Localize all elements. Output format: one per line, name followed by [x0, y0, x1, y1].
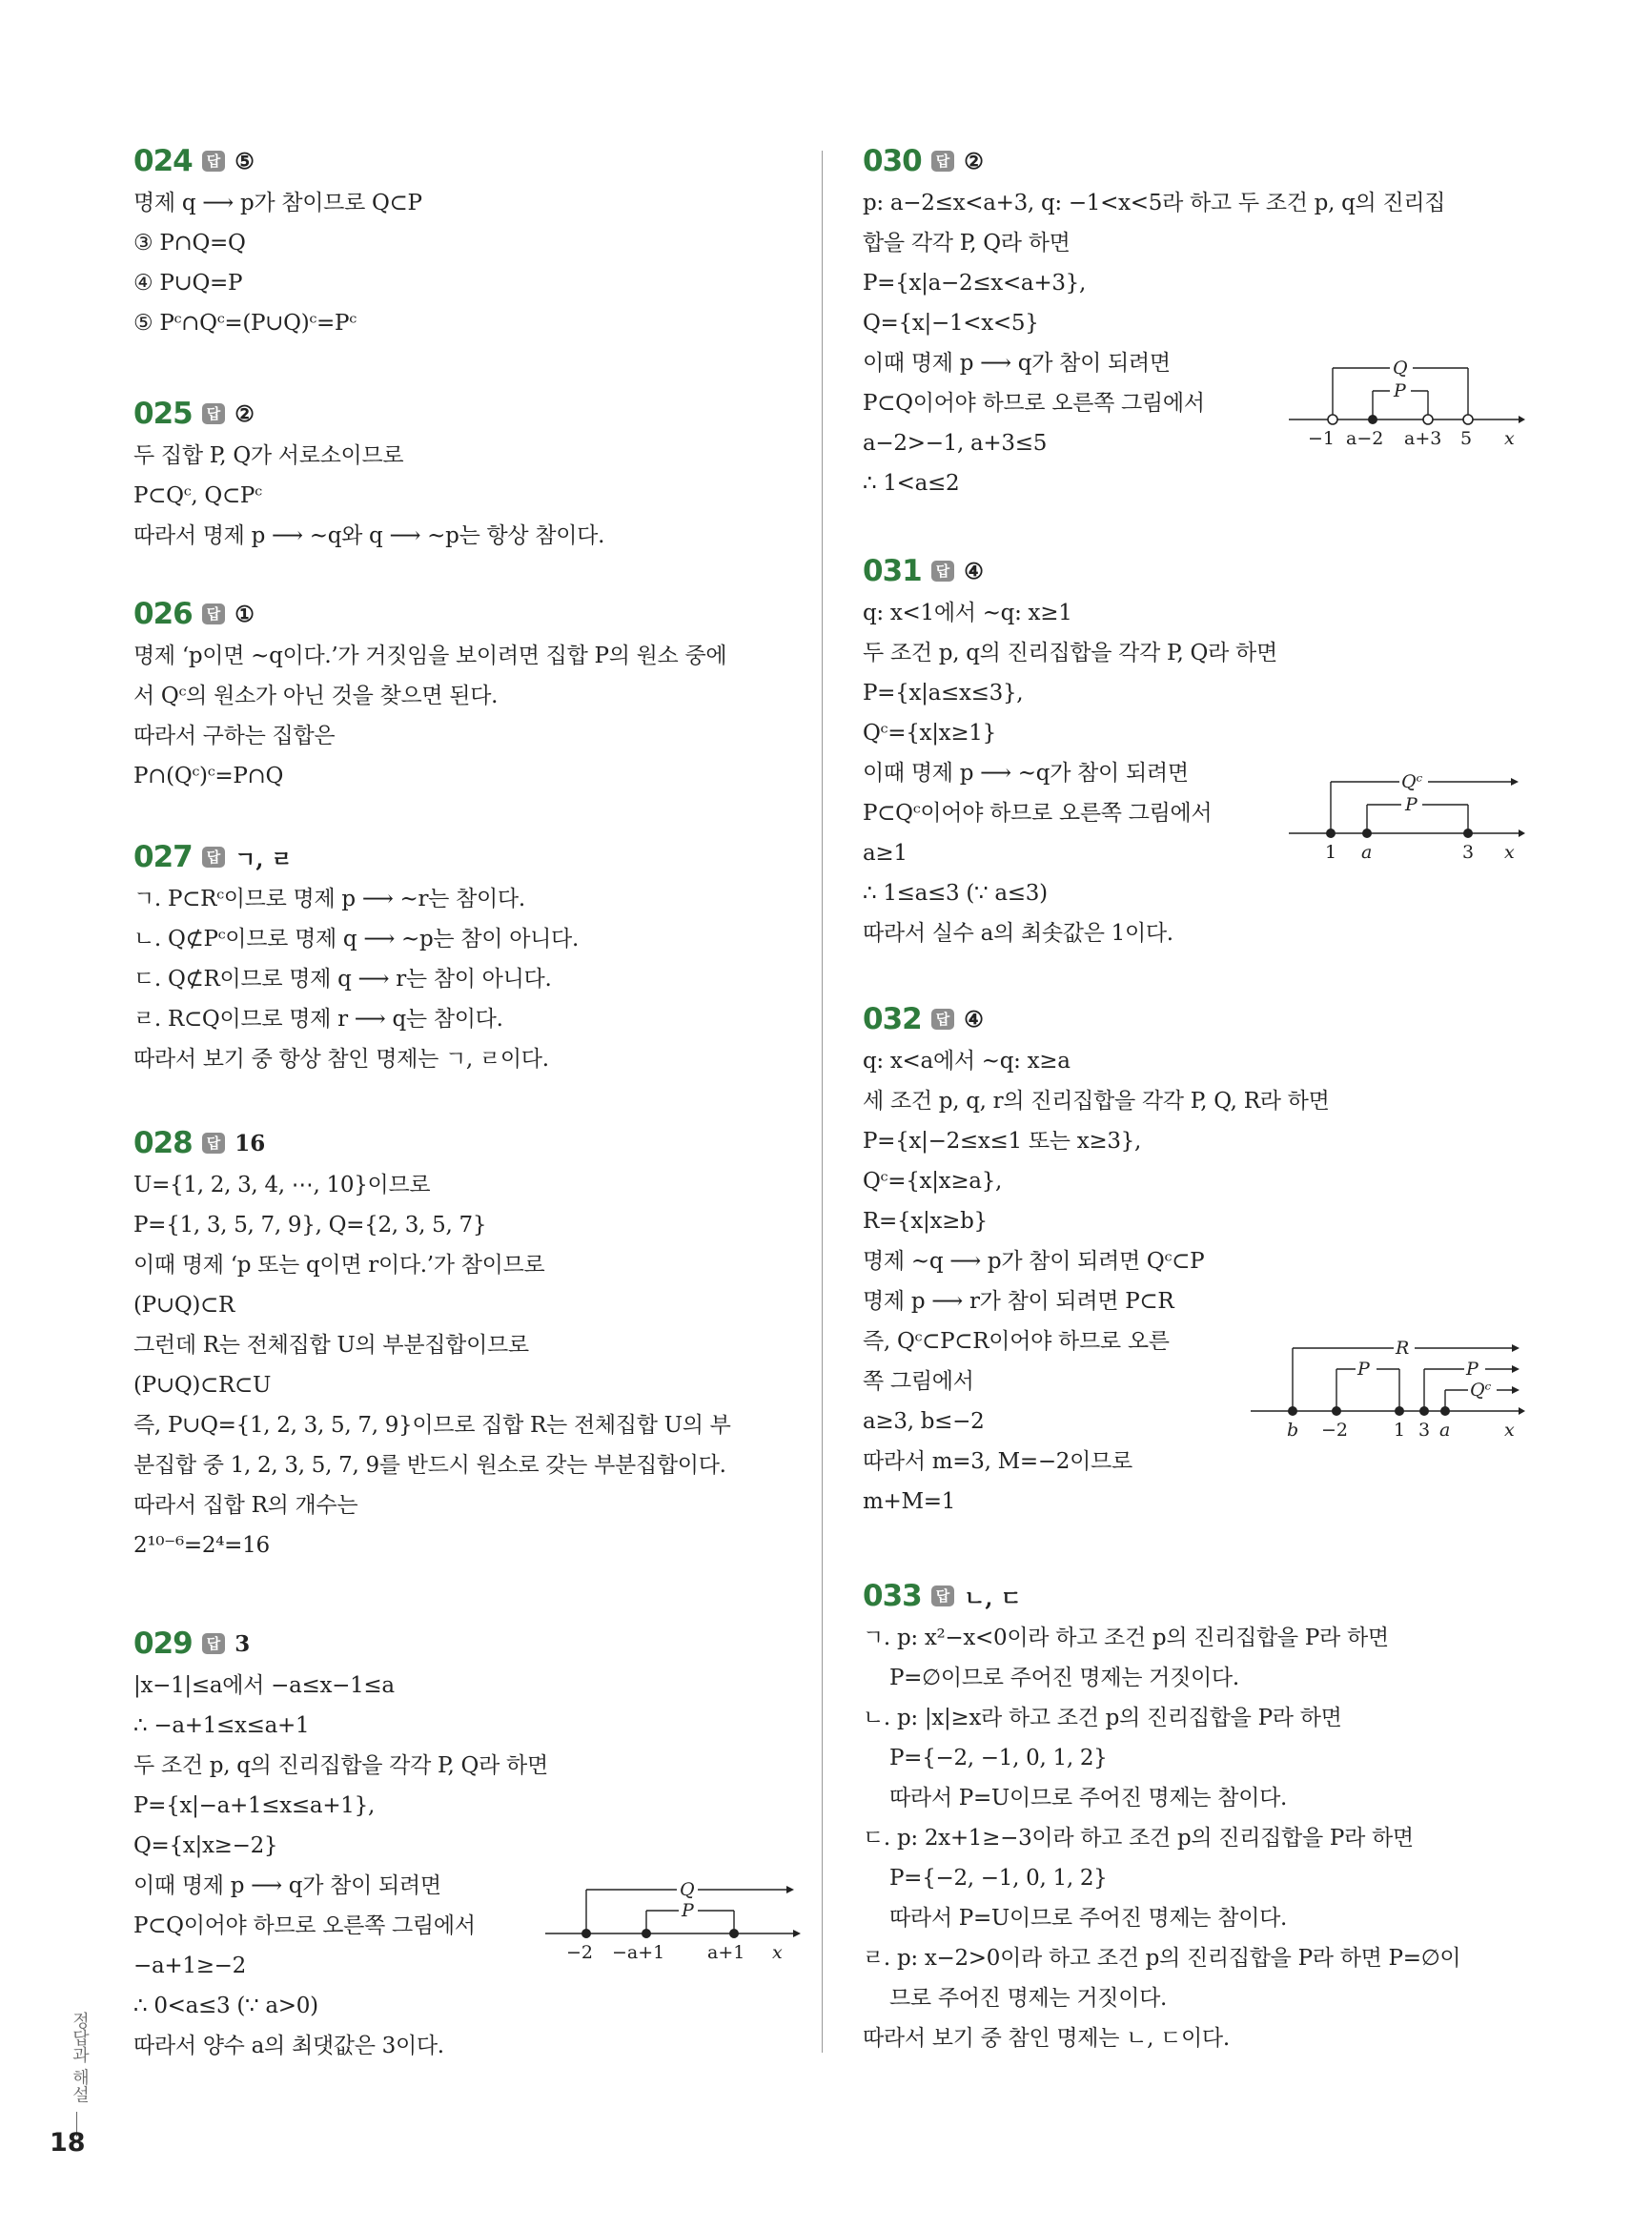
answer-badge: 답 [202, 604, 226, 624]
answer-badge: 답 [202, 1633, 226, 1654]
problem-header [863, 1576, 1520, 1616]
fig031-tick-x: x [1504, 842, 1515, 863]
answer-value: ④ [964, 558, 984, 584]
fig032-tick-x: x [1504, 1420, 1515, 1441]
solution-line: ④ P∪Q=P [133, 271, 243, 296]
fig030-tick-2: a−2 [1346, 428, 1384, 448]
solution-line: ⑤ Pᶜ∩Qᶜ=(P∪Q)ᶜ=Pᶜ [133, 311, 357, 336]
answer-value: ① [235, 601, 255, 627]
solution-line: Q={x|−1<x<5} [863, 311, 1039, 336]
solution-line: Q={x|x≥−2} [133, 1833, 278, 1858]
solution-line: P={x|−2≤x≤1 또는 x≥3}, [863, 1129, 1142, 1154]
solution-line: 이때 명제 ‘p 또는 q이면 r이다.’가 참이므로 [133, 1253, 545, 1278]
sidebar-section-label: 정답과 해설 [70, 2012, 90, 2103]
fig032-tick-5: a [1439, 1420, 1451, 1441]
problem-029 [133, 1624, 791, 2066]
column-divider [822, 151, 823, 2053]
fig031-set-qc: Qᶜ [1401, 771, 1423, 792]
solution-line: 2¹⁰⁻⁶=2⁴=16 [133, 1533, 270, 1558]
solution-line: ∴ −a+1≤x≤a+1 [133, 1713, 310, 1738]
solution-line: P={x|−a+1≤x≤a+1}, [133, 1793, 375, 1818]
fig030-set-p: P [1394, 380, 1406, 401]
solution-line: P⊂Qᶜ, Q⊂Pᶜ [133, 483, 262, 508]
solution-line: 명제 p ⟶ r가 참이 되려면 P⊂R [863, 1289, 1174, 1314]
solution-line: ③ P∩Q=Q [133, 231, 246, 256]
answer-badge: 답 [931, 151, 955, 172]
answer-value: ㄱ, ㄹ [235, 846, 293, 872]
solution-line: ㄱ. p: x²−x<0이라 하고 조건 p의 진리집합을 P라 하면 [863, 1626, 1389, 1650]
solution-line: P={x|a≤x≤3}, [863, 681, 1024, 706]
problem-number: 026 [133, 597, 193, 631]
answer-badge: 답 [931, 1009, 955, 1030]
solution-line: 따라서 양수 a의 최댓값은 3이다. [133, 2034, 444, 2058]
solution-line: (P∪Q)⊂R⊂U [133, 1373, 272, 1398]
solution-line: Qᶜ={x|x≥1} [863, 721, 996, 746]
solution-line: P={1, 3, 5, 7, 9}, Q={2, 3, 5, 7} [133, 1213, 487, 1238]
solution-line: ㄷ. p: 2x+1≥−3이라 하고 조건 p의 진리집합을 P라 하면 [863, 1826, 1414, 1851]
solution-line: R={x|x≥b} [863, 1209, 988, 1234]
solution-line: 따라서 구하는 집합은 [133, 724, 336, 748]
fig032-tick-1: b [1287, 1420, 1299, 1441]
problem-028 [133, 1123, 791, 1565]
solution-line: P⊂Q이어야 하므로 오른쪽 그림에서 [863, 391, 1205, 416]
answer-badge: 답 [202, 1133, 226, 1154]
fig030-tick-x: x [1504, 428, 1515, 448]
solution-line: m+M=1 [863, 1489, 956, 1514]
problem-024 [133, 141, 791, 343]
solution-line: a≥1 [863, 841, 908, 866]
problem-header [863, 999, 1520, 1039]
solution-line: P∩(Qᶜ)ᶜ=P∩Q [133, 764, 284, 788]
solution-line: 므로 주어진 명제는 거짓이다. [889, 1986, 1168, 2011]
solution-line: q: x<a에서 ~q: x≥a [863, 1049, 1071, 1074]
answer-value: 3 [235, 1630, 251, 1657]
problem-header [133, 1123, 791, 1163]
answer-value: 16 [235, 1130, 266, 1156]
solution-line: U={1, 2, 3, 4, ⋯, 10}이므로 [133, 1173, 431, 1197]
answer-badge: 답 [202, 151, 226, 172]
answer-value: ④ [964, 1006, 984, 1033]
problem-026 [133, 594, 791, 796]
solution-line: a−2>−1, a+3≤5 [863, 431, 1048, 456]
solution-line: 두 집합 P, Q가 서로소이므로 [133, 443, 404, 468]
solution-line: ㄹ. R⊂Q이므로 명제 r ⟶ q는 참이다. [133, 1007, 503, 1032]
fig029-set-p: P [682, 1900, 694, 1921]
problem-number: 028 [133, 1126, 193, 1160]
solution-line: p: a−2≤x<a+3, q: −1<x<5라 하고 두 조건 p, q의 진리집 [863, 191, 1446, 215]
number-line-figure-030 [1287, 353, 1525, 448]
fig029-tick-2: −a+1 [612, 1942, 665, 1963]
fig031-tick-2: a [1361, 842, 1373, 863]
solution-line: 따라서 명제 p ⟶ ~q와 q ⟶ ~p는 항상 참이다. [133, 523, 605, 548]
number-line-figure-031 [1287, 768, 1525, 864]
solution-line: |x−1|≤a에서 −a≤x−1≤a [133, 1673, 395, 1698]
solution-line: a≥3, b≤−2 [863, 1409, 985, 1434]
fig032-tick-4: 3 [1418, 1420, 1431, 1441]
solution-line: 그런데 R는 전체집합 U의 부분집합이므로 [133, 1333, 529, 1358]
problem-header [133, 394, 791, 434]
fig032-set-r: R [1396, 1338, 1410, 1359]
fig032-set-p1: P [1357, 1359, 1370, 1380]
solution-line: ㄱ. P⊂Rᶜ이므로 명제 p ⟶ ~r는 참이다. [133, 887, 525, 911]
solution-line: P⊂Q이어야 하므로 오른쪽 그림에서 [133, 1913, 476, 1938]
problem-number: 027 [133, 840, 193, 874]
number-line-figure-029 [543, 1876, 801, 1972]
solution-line: 합을 각각 P, Q라 하면 [863, 231, 1071, 256]
solution-line: ∴ 0<a≤3 (∵ a>0) [133, 1994, 318, 2018]
solution-line: 분집합 중 1, 2, 3, 5, 7, 9를 반드시 원소로 갖는 부분집합이다. [133, 1453, 726, 1478]
solution-line: 세 조건 p, q, r의 진리집합을 각각 P, Q, R라 하면 [863, 1089, 1330, 1114]
fig030-set-q: Q [1393, 358, 1408, 378]
solution-line: 이때 명제 p ⟶ q가 참이 되려면 [133, 1873, 441, 1898]
answer-value: ② [964, 148, 984, 174]
solution-line: 따라서 m=3, M=−2이므로 [863, 1449, 1132, 1474]
solution-line: ㄴ. p: |x|≥x라 하고 조건 p의 진리집합을 P라 하면 [863, 1706, 1342, 1730]
answer-badge: 답 [931, 561, 955, 582]
solution-line: 따라서 집합 R의 개수는 [133, 1493, 358, 1518]
solution-line: P={−2, −1, 0, 1, 2} [889, 1866, 1108, 1891]
solution-line: P={−2, −1, 0, 1, 2} [889, 1746, 1108, 1770]
fig031-tick-3: 3 [1462, 842, 1475, 863]
solution-line: 따라서 P=U이므로 주어진 명제는 참이다. [889, 1906, 1288, 1931]
fig029-set-q: Q [680, 1879, 695, 1900]
answer-badge: 답 [202, 403, 226, 424]
problem-number: 032 [863, 1002, 922, 1036]
solution-line: (P∪Q)⊂R [133, 1293, 235, 1318]
problem-header [133, 594, 791, 634]
solution-line: 즉, Qᶜ⊂P⊂R이어야 하므로 오른 [863, 1329, 1170, 1354]
solution-line: ㄴ. Q⊄Pᶜ이므로 명제 q ⟶ ~p는 참이 아니다. [133, 927, 579, 951]
solution-line: 명제 ~q ⟶ p가 참이 되려면 Qᶜ⊂P [863, 1249, 1205, 1274]
answer-badge: 답 [202, 847, 226, 868]
problem-header [863, 141, 1520, 181]
problem-header [133, 1624, 791, 1664]
fig032-set-qc: Qᶜ [1470, 1380, 1492, 1401]
problem-number: 033 [863, 1579, 922, 1613]
solution-line: 이때 명제 p ⟶ ~q가 참이 되려면 [863, 761, 1189, 786]
problem-header [863, 551, 1520, 591]
problem-header [133, 837, 791, 877]
solution-line: q: x<1에서 ~q: x≥1 [863, 601, 1072, 625]
problem-number: 024 [133, 144, 193, 178]
solution-line: P=∅이므로 주어진 명제는 거짓이다. [889, 1666, 1239, 1690]
problem-031 [863, 551, 1520, 953]
problem-025 [133, 394, 791, 556]
fig030-tick-1: −1 [1308, 428, 1336, 448]
fig029-tick-3: a+1 [707, 1942, 745, 1963]
number-line-figure-032 [1249, 1335, 1525, 1442]
fig032-set-p2: P [1466, 1359, 1479, 1380]
problem-number: 029 [133, 1626, 193, 1661]
solution-line: ∴ 1<a≤2 [863, 471, 960, 496]
fig030-tick-3: a+3 [1404, 428, 1442, 448]
fig032-tick-2: −2 [1321, 1420, 1349, 1441]
answer-value: ② [235, 400, 255, 427]
problem-032 [863, 999, 1520, 1522]
solution-line: 쪽 그림에서 [863, 1369, 974, 1394]
solution-line: −a+1≥−2 [133, 1954, 246, 1978]
solution-line: P⊂Qᶜ이어야 하므로 오른쪽 그림에서 [863, 801, 1213, 826]
problem-header [133, 141, 791, 181]
problem-number: 031 [863, 554, 922, 588]
solution-line: ∴ 1≤a≤3 (∵ a≤3) [863, 881, 1048, 906]
fig031-set-p: P [1405, 794, 1417, 815]
solution-line: 따라서 보기 중 항상 참인 명제는 ㄱ, ㄹ이다. [133, 1047, 549, 1072]
solution-line: ㄷ. Q⊄R이므로 명제 q ⟶ r는 참이 아니다. [133, 967, 552, 992]
fig032-tick-3: 1 [1394, 1420, 1406, 1441]
problem-027 [133, 837, 791, 1079]
answer-badge: 답 [931, 1586, 955, 1606]
solution-line: Qᶜ={x|x≥a}, [863, 1169, 1003, 1194]
solution-line: 두 조건 p, q의 진리집합을 각각 P, Q라 하면 [133, 1753, 548, 1778]
fig029-tick-x: x [772, 1942, 783, 1963]
solution-line: 명제 q ⟶ p가 참이므로 Q⊂P [133, 191, 422, 215]
fig030-tick-4: 5 [1460, 428, 1473, 448]
problem-033 [863, 1576, 1520, 2058]
problem-number: 025 [133, 397, 193, 431]
solution-line: 두 조건 p, q의 진리집합을 각각 P, Q라 하면 [863, 641, 1277, 665]
solution-line: 서 Qᶜ의 원소가 아닌 것을 찾으면 된다. [133, 684, 499, 708]
fig029-tick-1: −2 [566, 1942, 594, 1963]
solution-line: 명제 ‘p이면 ~q이다.’가 거짓임을 보이려면 집합 P의 원소 중에 [133, 644, 727, 668]
solution-line: P={x|a−2≤x<a+3}, [863, 271, 1086, 296]
solution-line: 따라서 보기 중 참인 명제는 ㄴ, ㄷ이다. [863, 2026, 1230, 2051]
solution-line: ㄹ. p: x−2>0이라 하고 조건 p의 진리집합을 P라 하면 P=∅이 [863, 1946, 1461, 1971]
solution-line: 이때 명제 p ⟶ q가 참이 되려면 [863, 351, 1171, 376]
fig031-tick-1: 1 [1325, 842, 1337, 863]
answer-value: ⑤ [235, 148, 255, 174]
solution-line: 따라서 실수 a의 최솟값은 1이다. [863, 921, 1173, 946]
answer-value: ㄴ, ㄷ [964, 1585, 1022, 1611]
solution-line: 즉, P∪Q={1, 2, 3, 5, 7, 9}이므로 집합 R는 전체집합 U의 부 [133, 1413, 731, 1438]
solution-line: 따라서 P=U이므로 주어진 명제는 참이다. [889, 1786, 1288, 1811]
problem-number: 030 [863, 144, 922, 178]
problem-030 [863, 141, 1520, 503]
page-number: 18 [50, 2128, 86, 2158]
